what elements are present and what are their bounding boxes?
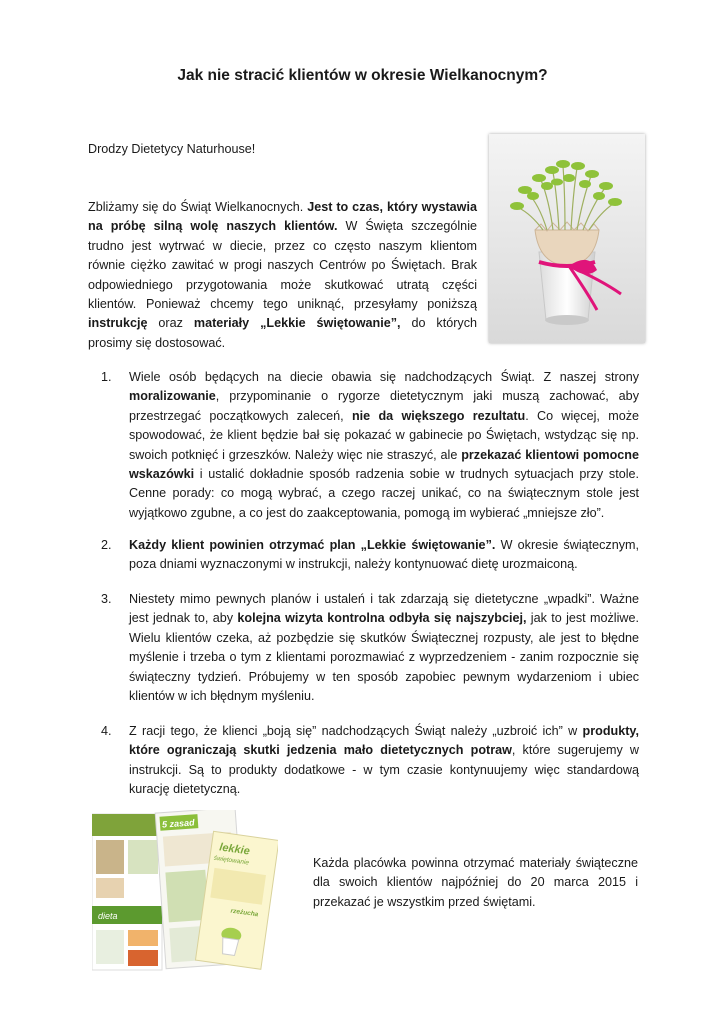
brochure-cress-label: rzeżucha xyxy=(230,907,259,919)
text-run: , które sugerujemy w instrukcji. Są to produkty dodatkowe - w tym czasie kontynuujemy więc standardową kurację dietetyczną. xyxy=(129,743,639,797)
closing-paragraph: Każda placówka powinna otrzymać materiały świąteczne dla swoich klientów najpóźniej do 20 marca 2015 i przekazać je wszystkim przed świętami. xyxy=(313,856,638,909)
easter-cress-photo xyxy=(489,134,645,343)
text-run: i ustalić dokładnie sposób radzenia sobie w trudnych sytuacjach przy stole. Cenne porady: co mogą wybrać, a czego raczej unikać, co na świątecznym stole jest wyjątkowo zgubne, a co jest do zaakceptowania, pomogą im wybierać „mniejsze zło”. xyxy=(129,467,639,520)
bold-text: przekazać klientowi pomocne wskazówki xyxy=(129,447,639,482)
item-text xyxy=(129,590,639,706)
bold-text: moralizowanie xyxy=(129,389,216,404)
brochure-side-label: dieta xyxy=(98,911,118,921)
bold-text: nie da większego rezultatu xyxy=(351,408,526,423)
bold-text: instrukcję xyxy=(88,316,148,331)
item-number: 3. xyxy=(101,592,112,606)
text-run: Niestety mimo pewnych planów i ustaleń i tak zdarzają się dietetyczne „wpadki”. Ważne jest jednak to, aby xyxy=(129,592,639,626)
bold-text: Każdy klient powinien otrzymać plan „Lekkie świętowanie”. xyxy=(129,538,496,552)
text-run: W Święta szczególnie trudno jest wytrwać w diecie, przez co często naszym klientom równie ciężko zawitać w progi naszych Centrów po Świętach. Brak odpowiedniego przygotowania może skutkować utratą części klientów. Ponieważ chcemy tego uniknąć, przesyłamy poniższą xyxy=(88,219,477,312)
text-run: . Co więcej, może spowodować, że klient będzie bał się pokazać w gabinecie po Świętach, wstydząc się np. swoich potknięć i grzeszków. Należy więc nie straszyć, ale xyxy=(129,408,639,462)
brochure-materials-image xyxy=(92,810,278,972)
item-text xyxy=(129,722,639,800)
text-run: Zbliżamy się do Świąt Wielkanocnych. xyxy=(88,200,308,214)
bold-text: produkty, które ograniczają skutki jedzenia mało dietetycznych potraw xyxy=(129,724,639,758)
brochure-illustration xyxy=(92,810,278,972)
text-run: , przypominanie o rygorze dietetycznym jaki muszą zachować, aby przestrzegać początkowych zaleceń, xyxy=(129,389,639,423)
document-title: Jak nie stracić klientów w okresie Wielkanocnym? xyxy=(177,67,548,84)
text-run: oraz xyxy=(147,316,194,331)
item-number: 2. xyxy=(101,538,112,552)
text-run: do których prosimy się dostosować. xyxy=(88,316,477,350)
item-text xyxy=(129,368,639,523)
item-number: 4. xyxy=(101,724,112,738)
cress-eggshell-illustration xyxy=(489,134,645,343)
text-run: Wiele osób będących na diecie obawia się nadchodzących Świąt. Z naszej strony xyxy=(129,370,639,384)
brochure-title-2: świętowanie xyxy=(213,854,250,867)
text-run: W okresie świątecznym, poza dniami wyznaczonymi w instrukcji, należy kontynuować dietę urozmaiconą. xyxy=(129,538,640,572)
brochure-banner: 5 zasad xyxy=(161,817,195,830)
bold-text: materiały „Lekkie świętowanie”, xyxy=(193,316,401,331)
item-text xyxy=(129,536,639,575)
bold-text: kolejna wizyta kontrolna odbyła się najszybciej, xyxy=(237,611,527,626)
greeting: Drodzy Dietetycy Naturhouse! xyxy=(88,142,256,156)
text-run: Z racji tego, że klienci „boją się” nadchodzących Świąt należy „uzbroić ich” w xyxy=(129,724,583,738)
intro-paragraph xyxy=(88,198,477,353)
bold-text: Jest to czas, który wystawia na próbę silną wolę naszych klientów. xyxy=(88,200,477,234)
brochure-title-1: lekkie xyxy=(218,841,251,858)
text-run: jak to jest możliwe. Wielu klientów czeka, aż pozbędzie się skutków Świątecznej rozpusty, ale jest to błędne myślenie i trzeba o tym z klientami porozmawiać z wyprzedzeniem - zanim rozpocznie się świąteczny tydzień. Próbujemy w ten sposób zapobiec pewnym wydarzeniom i ubiec klientów w ich błędnym myśleniu. xyxy=(129,611,639,704)
item-number: 1. xyxy=(101,370,112,384)
